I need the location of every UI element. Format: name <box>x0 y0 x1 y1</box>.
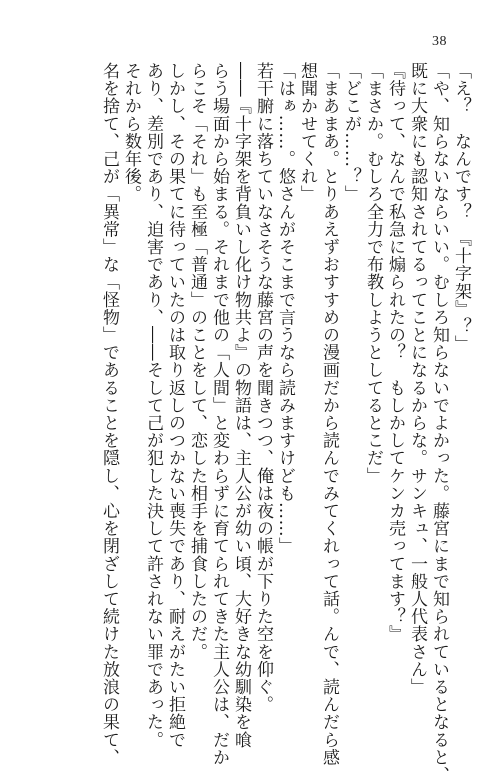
text-line: らう場面から始まる。それまで他の「人間」と変わらずに育てられてきた主人公は、だか <box>209 62 229 766</box>
text-line: しかし、その果てに待っていたのは取り返しのつかない喪失であり、耐えがたい拒絶で <box>165 62 185 749</box>
page-number: 38 <box>432 34 447 49</box>
text-line: 想聞かせてくれ」 <box>297 62 317 203</box>
text-line: 名を捨て、己が「異常」な「怪物」であることを隠し、心を閉ざして続けた放浪の果て、 <box>99 62 119 766</box>
text-line: 若干腑に落ちていなさそうな藤宮の声を聞きつつ、俺は夜の帳が下りた空を仰ぐ。 <box>253 62 273 714</box>
text-line: あり、差別であり、迫害であり、――そして己が犯した決して許されない罪であった。 <box>143 62 163 749</box>
text-line: 「や、知らないならいい。むしろ知らないでよかった。藤宮にまで知られているとなると、 <box>429 62 449 784</box>
text-line: 「まあまあ。とりあえずおすすめの漫画だから読んでみてくれって話。んで、読んだら感 <box>319 62 339 766</box>
text-line: ――『十字架を背負いし化け物共よ』の物語は、主人公が幼い頃、大好きな幼馴染を喰 <box>231 62 251 749</box>
text-line: 「はぁ……。悠さんがそこまで言うなら読みますけども……」 <box>275 62 295 555</box>
text-line: 既に大衆にも認知されてるってことになるからな。サンキュ、一般人代表さん」 <box>407 62 427 696</box>
text-line: らこそ「それ」も至極「普通」のことをして、恋した相手を捕食したのだ。 <box>187 62 207 661</box>
text-line: 「え？ なんです？ 『十字架』？」 <box>451 62 471 353</box>
text-line: 「どこが……？」 <box>341 62 361 203</box>
text-line: 「まさか。むしろ全力で布教しようとしてるとこだ」 <box>363 62 383 485</box>
text-line: それから数年後。 <box>121 62 141 203</box>
text-line: 『待って、なんで私急に煽られたの？ もしかしてケンカ売ってます？』 <box>385 62 405 643</box>
vertical-text-body <box>98 62 472 784</box>
